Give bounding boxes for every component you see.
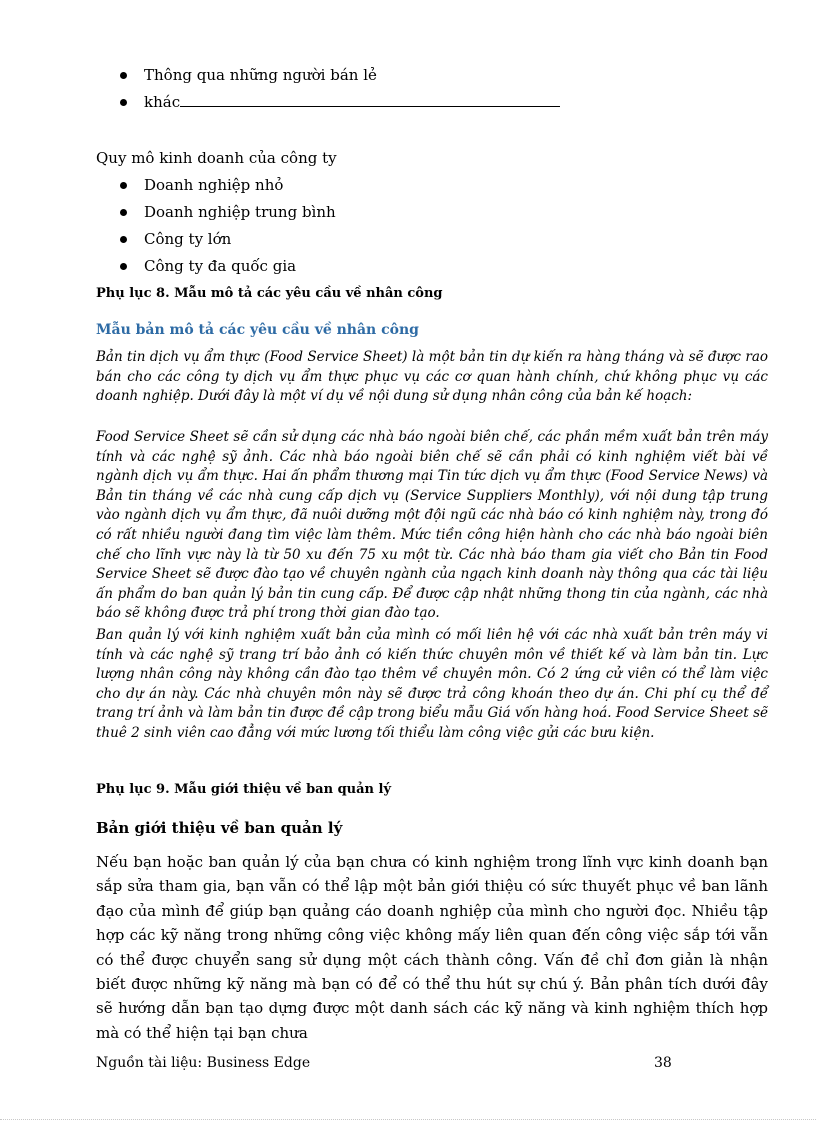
business-scale-heading: Quy mô kinh doanh của công ty (96, 149, 337, 167)
appendix-8-title: Phụ lục 8. Mẫu mô tả các yêu cầu về nhân công (96, 286, 443, 301)
appendix-9-subtitle: Bản giới thiệu về ban quản lý (96, 819, 343, 837)
list-item-text: Công ty đa quốc gia (144, 257, 297, 275)
list-item-text: Thông qua những người bán lẻ (144, 66, 377, 84)
list-item (120, 89, 560, 116)
fill-in-blank-line (180, 89, 560, 107)
list-item (120, 62, 560, 89)
top-bullet-list (120, 62, 560, 116)
appendix-8-subtitle: Mẫu bản mô tả các yêu cầu về nhân công (96, 322, 419, 338)
appendix-8-paragraph-3: Ban quản lý với kinh nghiệm xuất bản của mình có mối liên hệ với các nhà xuất bản trên máy vi tính và các nghệ sỹ trang trí bảo ảnh có kiến thức chuyên môn về thiết kế và làm bản tin. Lực lượng nhân công này không cần đào tạo thêm về chuyên môn. Có 2 ứng cử viên có thể làm việc cho dự án này. Các nhà chuyên môn này sẽ được trả công khoán theo dự án. Chi phí cụ thể để trang trí ảnh và làm bản tin được đề cập trong biểu mẫu Giá vốn hàng hoá. Food Service Sheet sẽ thuê 2 sinh viên cao đẳng với mức lương tối thiểu làm công việc gửi các bưu kiện. (96, 627, 768, 741)
list-item (120, 172, 336, 199)
list-item (120, 226, 336, 253)
page-number: 38 (654, 1055, 672, 1071)
list-item-text: Doanh nghiệp nhỏ (144, 176, 284, 194)
list-item-text: Công ty lớn (144, 230, 232, 248)
footer-source: Nguồn tài liệu: Business Edge (96, 1055, 311, 1071)
appendix-9-paragraph: Nếu bạn hoặc ban quản lý của bạn chưa có kinh nghiệm trong lĩnh vực kinh doanh bạn sắp sửa tham gia, bạn vẫn có thể lập một bản giới thiệu có sức thuyết phục về ban lãnh đạo của mình để giúp bạn quảng cáo doanh nghiệp của mình cho người đọc. Nhiều tập hợp các kỹ năng trong những công việc không mấy liên quan đến công việc sắp tới vẫn có thể được chuyển sang sử dụng một cách thành công. Vấn đề chỉ đơn giản là nhận biết được những kỹ năng mà bạn có để có thể thu hút sự chú ý. Bản phân tích dưới đây sẽ hướng dẫn bạn tạo dựng được một danh sách các kỹ năng và kinh nghiệm thích hợp mà có thể hiện tại bạn chưa (96, 853, 768, 1042)
business-scale-list (120, 172, 336, 280)
list-item (120, 199, 336, 226)
list-item (120, 253, 336, 280)
page-bottom-divider (0, 1119, 816, 1120)
appendix-9-title: Phụ lục 9. Mẫu giới thiệu về ban quản lý (96, 782, 392, 797)
appendix-8-paragraph-1: Bản tin dịch vụ ẩm thực (Food Service Sheet) là một bản tin dự kiến ra hàng tháng và sẽ được rao bán cho các công ty dịch vụ ẩm thực phục vụ các cơ quan hành chính, chứ không phục vụ các doanh nghiệp. Dưới đây là một ví dụ về nội dung sử dụng nhân công của bản kế hoạch: (96, 349, 768, 405)
list-item-text: khác (144, 93, 181, 111)
appendix-8-paragraph-2: Food Service Sheet sẽ cần sử dụng các nhà báo ngoài biên chế, các phần mềm xuất bản trên máy tính và các nghệ sỹ ảnh. Các nhà báo ngoài biên chế sẽ cần phải có kinh nghiệm viết bài về ngành dịch vụ ẩm thực. Hai ấn phẩm thương mại Tin tức dịch vụ ẩm thực (Food Service News) và Bản tin tháng về các nhà cung cấp dịch vụ (Service Suppliers Monthly), với nội dung tập trung vào ngành dịch vụ ẩm thực, đã nuôi dưỡng một đội ngũ các nhà báo có kinh nghiệm này, trong đó có rất nhiều người đang tìm việc làm thêm. Mức tiền công hiện hành cho các nhà báo ngoài biên chế cho lĩnh vực này là từ 50 xu đến 75 xu một từ. Các nhà báo tham gia viết cho Bản tin Food Service Sheet sẽ được đào tạo về chuyên ngành của ngạch kinh doanh này thông qua các tài liệu ấn phẩm do ban quản lý bản tin cung cấp. Để được cập nhật những thong tin của ngành, các nhà báo sẽ không được trả phí trong thời gian đào tạo. (96, 429, 768, 622)
list-item-text: Doanh nghiệp trung bình (144, 203, 336, 221)
